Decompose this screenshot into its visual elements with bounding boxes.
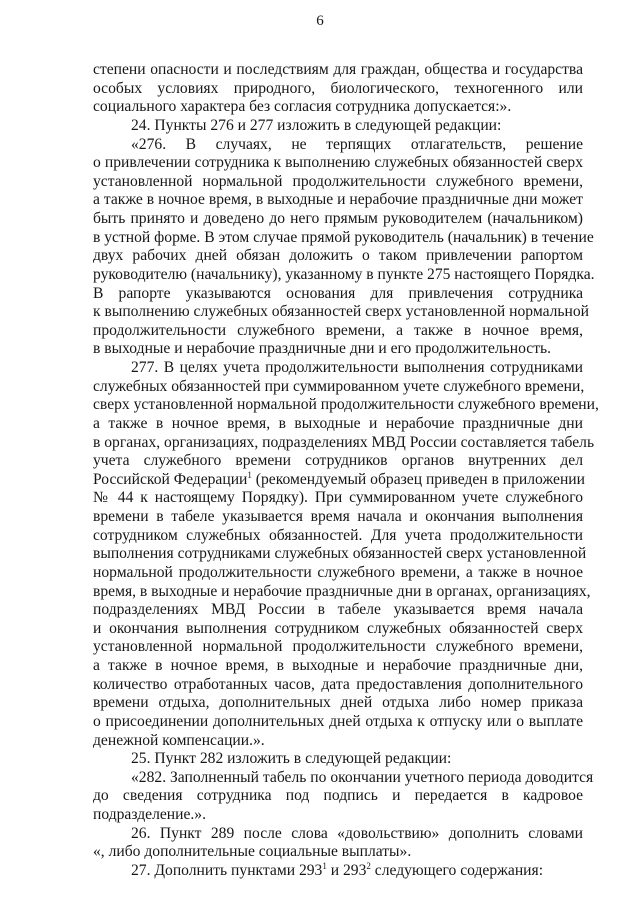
line-text: 277. В целях учета продолжительности выполнения сотрудниками xyxy=(131,359,583,376)
line-text: следующего содержания: xyxy=(370,861,544,879)
text-line xyxy=(93,61,583,80)
line-text: сверх установленной нормальной продолжительности служебного времени, xyxy=(93,396,599,414)
line-text: 25. Пункт 282 изложить в следующей редакции: xyxy=(131,750,452,768)
line-text: «282. Заполненный табель по окончании учетного периода доводится xyxy=(131,768,594,786)
line-text: нормальной продолжительности служебного времени, а также в ночное xyxy=(93,563,583,581)
text-line xyxy=(93,340,583,359)
line-text: времени отдыха, дополнительных дней отдыха либо номер приказа xyxy=(93,694,583,712)
text-line xyxy=(93,378,583,397)
text-line xyxy=(93,638,583,657)
line-text: установленной нормальной продолжительности служебного времени, xyxy=(93,172,583,190)
page-number: 6 xyxy=(316,13,324,29)
line-text: (рекомендуемый образец приведен в приложении xyxy=(251,470,585,488)
text-line xyxy=(93,80,583,99)
line-text: учета служебного времени сотрудников органов внутренних дел xyxy=(93,452,583,470)
line-text: степени опасности и последствиям для граждан, общества и государства xyxy=(93,61,583,78)
line-text: № 44 к настоящему Порядку). При суммированном учете служебного xyxy=(93,489,583,507)
text-line xyxy=(93,433,595,453)
text-line xyxy=(93,173,583,192)
text-line xyxy=(93,862,583,881)
text-line xyxy=(93,825,583,844)
text-line xyxy=(93,228,594,248)
line-text: двух рабочих дней обязан доложить о таком привлечении рапортом xyxy=(93,247,583,265)
line-text: о привлечении сотрудника к выполнению служебных обязанностей сверх xyxy=(93,154,583,172)
text-line xyxy=(93,247,583,266)
line-text: служебных обязанностей при суммированном учете служебного времени, xyxy=(93,377,585,395)
text-line xyxy=(93,98,583,117)
line-text: социального характера без согласия сотрудника допускается:». xyxy=(93,98,512,116)
text-line xyxy=(93,545,587,564)
footnote-superscript: 2 xyxy=(366,860,371,871)
text-line xyxy=(93,489,583,508)
line-text: 26. Пункт 289 после слова «довольствию» дополнить словами xyxy=(131,824,583,842)
text-line xyxy=(93,471,583,490)
text-line xyxy=(93,768,594,788)
document-body xyxy=(93,61,599,881)
line-text: подразделениях МВД России в табеле указывается время начала xyxy=(93,601,583,619)
line-text: в органах, организациях, подразделениях МВД России составляется табель xyxy=(93,433,595,451)
line-text: 27. Дополнить пунктами 293 xyxy=(131,861,323,879)
text-line xyxy=(93,657,583,676)
text-line xyxy=(93,806,583,825)
text-line xyxy=(93,303,590,322)
line-text: «276. В случаях, не терпящих отлагательств, решение xyxy=(131,135,583,153)
line-text: к выполнению служебных обязанностей сверх установленной нормальной xyxy=(93,303,590,321)
line-text: особых условиях природного, биологического, техногенного или xyxy=(93,79,583,97)
line-text: установленной нормальной продолжительности служебного времени, xyxy=(93,638,583,656)
line-text: продолжительности служебного времени, а также в ночное время, xyxy=(93,321,583,339)
line-text: о присоединении дополнительных дней отдыха к отпуску или о выплате xyxy=(93,712,583,730)
line-text: сотрудником служебных обязанностей. Для учета продолжительности xyxy=(93,526,583,544)
line-text: времени в табеле указывается время начала и окончания выполнения xyxy=(93,508,583,525)
line-text: время, в выходные и нерабочие праздничные дни в органах, организациях, xyxy=(93,582,591,600)
text-line xyxy=(93,396,599,415)
line-text: до сведения сотрудника под подпись и передается в кадровое xyxy=(93,787,583,805)
line-text: руководителю (начальнику), указанному в пункте 275 настоящего Порядка. xyxy=(93,265,595,283)
line-text: подразделение.». xyxy=(93,806,206,823)
line-text: В рапорте указываются основания для привлечения сотрудника xyxy=(93,284,583,302)
text-line xyxy=(93,787,583,806)
text-line xyxy=(93,117,583,136)
text-line xyxy=(93,154,583,173)
text-line xyxy=(93,732,583,751)
line-text: количество отработанных часов, дата предоставления дополнительного xyxy=(93,675,583,693)
text-line xyxy=(93,694,583,713)
line-text: в устной форме. В этом случае прямой руководитель (начальник) в течение xyxy=(93,228,594,246)
text-line xyxy=(93,620,583,639)
text-line xyxy=(93,322,583,341)
line-text: а также в ночное время, в выходные и нерабочие праздничные дни, xyxy=(93,657,583,674)
text-line xyxy=(93,210,583,229)
text-line xyxy=(93,508,583,527)
text-line xyxy=(93,843,583,862)
line-text: в выходные и нерабочие праздничные дни и его продолжительность. xyxy=(93,340,552,358)
text-line xyxy=(93,601,583,620)
line-text: «, либо дополнительные социальные выплаты». xyxy=(93,843,412,861)
line-text: быть принято и доведено до него прямым руководителем (начальником) xyxy=(93,210,583,227)
text-line xyxy=(93,582,591,602)
text-line xyxy=(93,564,583,583)
text-line xyxy=(93,527,583,546)
line-text: 24. Пункты 276 и 277 изложить в следующей редакции: xyxy=(131,116,502,134)
line-text: денежной компенсации.». xyxy=(93,731,265,749)
text-line xyxy=(93,415,583,434)
footnote-superscript: 1 xyxy=(322,860,327,871)
line-text: а также в ночное время, в выходные и нерабочие праздничные дни может xyxy=(93,191,583,209)
text-line xyxy=(93,359,583,378)
text-line xyxy=(93,285,583,304)
footnote-superscript: 1 xyxy=(247,469,252,480)
text-line xyxy=(93,750,583,769)
text-line xyxy=(93,191,583,210)
text-line xyxy=(93,265,595,285)
text-line xyxy=(93,713,583,732)
text-line xyxy=(93,452,583,471)
line-text: и 293 xyxy=(326,861,367,879)
line-text: Российской Федерации xyxy=(93,470,248,488)
line-text: выполнения сотрудниками служебных обязанностей сверх установленной xyxy=(93,545,587,563)
text-line xyxy=(93,676,583,695)
text-line xyxy=(93,136,583,155)
line-text: а также в ночное время, в выходные и нерабочие праздничные дни xyxy=(93,414,583,432)
line-text: и окончания выполнения сотрудником служебных обязанностей сверх xyxy=(93,619,583,637)
